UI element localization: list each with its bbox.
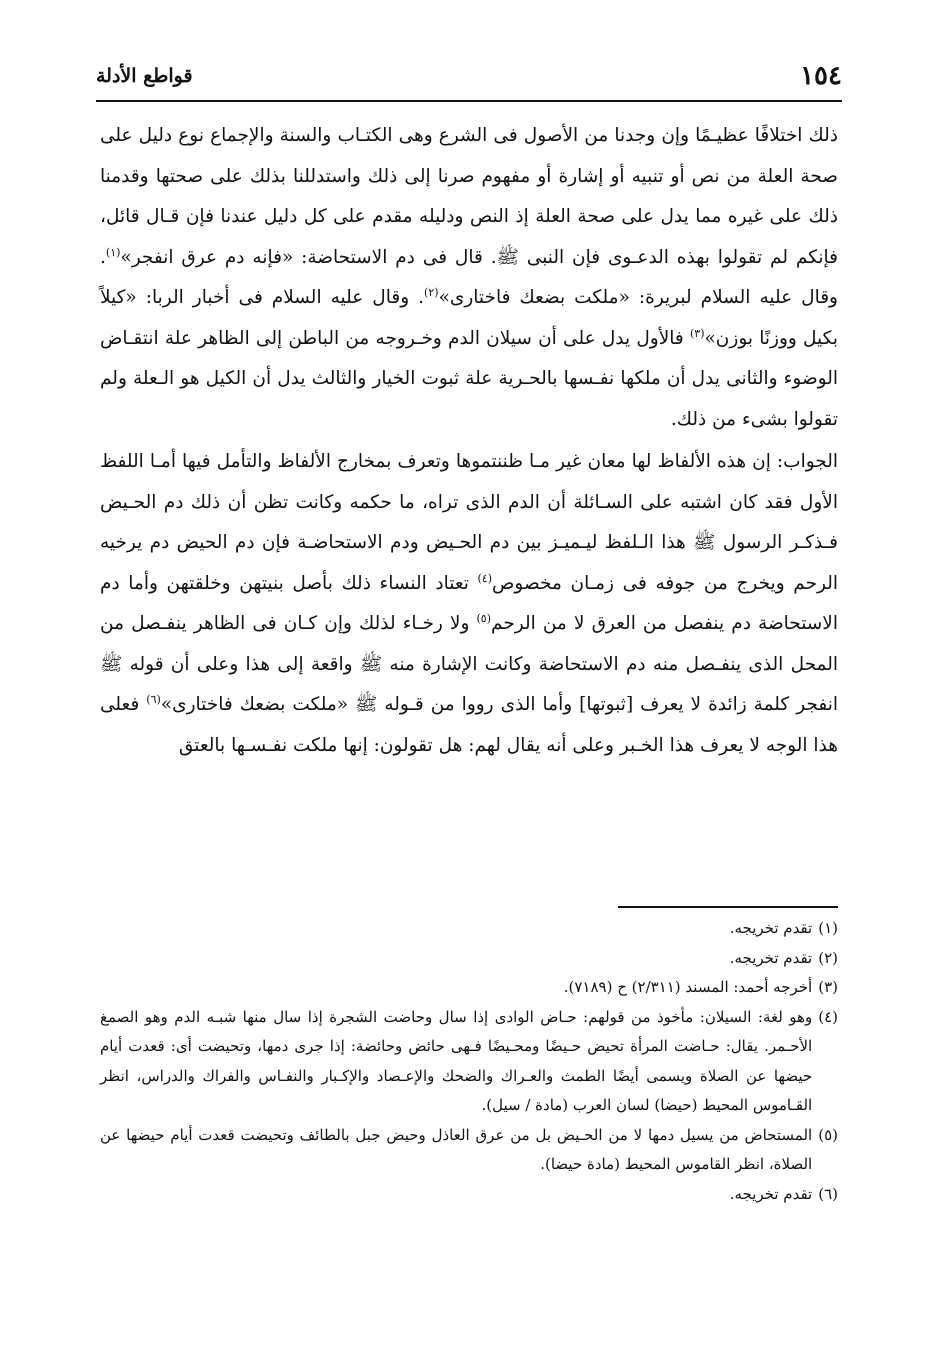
- footnote-ref-2: (٢): [424, 285, 439, 299]
- paragraph-2-part-c: ولا رخـاء لذلك وإن كـان فى الظاهر ينفـصل من المحل الذى ينفـصل منه دم الاستحاضة وكانت الإشارة منه ﷺ واقعة إلى هذا وعلى أن قوله ﷺ انفجر كلمة زائدة لا يعرف [ثبوتها] وأما الذى رووا من قـوله ﷺ «ملكت بضعك فاختارى»: [100, 613, 838, 715]
- footnote-text: أخرجه أحمد: المسند (٢/٣١١) ح (٧١٨٩).: [563, 978, 813, 996]
- footnote-number: (١): [818, 919, 838, 937]
- footnote-5: [100, 1121, 838, 1180]
- footnote-1: [100, 914, 838, 944]
- paragraph-1-part-c: . وقال عليه السلام فى أخبار الربا: «كيلاً بكيل ووزنًا بوزن»: [100, 287, 838, 349]
- paragraph-2-part-b: تعتاد النساء ذلك بأصل بنيتهن وخلقتهن وأما دم الاستحاضة دم ينفصل من العرق لا من الرحم: [100, 572, 839, 634]
- paragraph-1-part-b: . وقال عليه السلام لبريرة: «ملكت بضعك فاختارى»: [100, 246, 838, 308]
- footnote-number: (٦): [818, 1184, 838, 1203]
- footnote-separator: [618, 906, 838, 908]
- paragraph-1: [100, 116, 838, 440]
- footnote-6: [100, 1180, 838, 1210]
- footnote-2: [100, 944, 838, 974]
- footnote-ref-5: (٥): [476, 611, 492, 625]
- footnote-ref-4: (٤): [477, 571, 493, 585]
- paragraph-2: [100, 442, 838, 766]
- footnotes: [100, 914, 838, 1209]
- paragraph-1-part-d: فالأول يدل على أن سيلان الدم وخـروجه من الباطن إلى الظاهر علة انتقـاض الوضوء والثانى يدل أن ملكها نفـسها بالحـرية علة ثبوت الخيار والثالث يدل أن الكيل هو الـعلة ولم تقولوا بشىء من ذلك.: [100, 327, 838, 430]
- paragraph-1-part-a: ذلك اختلافًا عظيـمًا وإن وجدنا من الأصول فى الشرع وهى الكتـاب والسنة والإجماع نوع دليل على صحة العلة من نص أو تنبيه أو إشارة أو مفهوم صرنا إلى ذلك واستدللنا بذلك على صحتها وقدمنا ذلك على غيره مما يدل على صحة العلة إذ النص ودليله مقدم على كل دليل عندنا فإن قـال قائل، فإنكم لم تقولوا بهذه الدعـوى فإن النبى ﷺ. قال فى دم الاستحاضة: «فإنه دم عرق انفجر»: [100, 125, 838, 268]
- footnote-number: (٤): [818, 1007, 838, 1026]
- footnote-number: (٣): [818, 978, 838, 996]
- page-header: [96, 52, 842, 102]
- footnote-text: تقدم تخريجه.: [729, 1184, 813, 1203]
- footnote-text: وهو لغة: السيلان: مأخوذ من قولهم: حـاض الوادى إذا سال وحاضت الشجرة إذا سال منها شبـه الدم وهو الصمغ الأحـمر. يقال: حـاضت المرأة تحيض حـيضًا ومحـيضًا فـهى حائض وحائضة: إذا جرى دمها، وتحيضت أى: قعدت أيام حيضها عن الصلاة ويسمى أيضًا الطمث والعـراك والضحك والإعـصاد والإكـبار والنفـاس والفراك والدراس، انظر القـاموس المحيط (حيضا) لسان العرب (مادة / سيل).: [100, 1007, 813, 1114]
- main-text: [100, 116, 838, 766]
- footnote-ref-6: (٦): [146, 692, 161, 706]
- footnote-3: [100, 973, 838, 1003]
- footnote-ref-1: (١): [105, 245, 121, 259]
- footnote-4: [100, 1003, 838, 1121]
- footnote-text: المستحاض من يسيل دمها لا من الحـيض بل من عرق العاذل وحيض جبل بالطائف وتحيضت قعدت أيام حيضها عن الصلاة، انظر القاموس المحيط (مادة حيضا).: [100, 1125, 813, 1173]
- footnote-text: تقدم تخريجه.: [729, 948, 813, 967]
- book-title: قواطع الأدلة: [96, 65, 193, 87]
- footnote-text: تقدم تخريجه.: [729, 919, 813, 937]
- footnote-number: (٢): [818, 948, 838, 967]
- paragraph-2-part-d: فعلى هذا الوجه لا يعرف هذا الخـبر وعلى أنه يقال لهم: هل تقولون: إنها ملكت نفـسـها بالعتق: [100, 694, 838, 756]
- page-number: ١٥٤: [800, 61, 842, 91]
- paragraph-2-part-a: الجواب: إن هذه الألفاظ لها معان غير مـا ظننتموها وتعرف بمخارج الألفاظ والتأمل فيها أمـا اللفظ الأول فقد كان اشتبه على السـائلة أن الدم الذى تراه، ما حكمه وكانت تظن أن ذلك دم الحـيض فـذكـر الرسول ﷺ هذا الـلفظ ليـميـز بين دم الحـيض ودم الاستحاضـة فإن دم الحيض دم يرخيه الرحم ويخرج من جوفه فى زمـان مخصوص: [100, 451, 838, 594]
- footnote-ref-3: (٣): [689, 326, 705, 340]
- footnote-number: (٥): [818, 1125, 838, 1144]
